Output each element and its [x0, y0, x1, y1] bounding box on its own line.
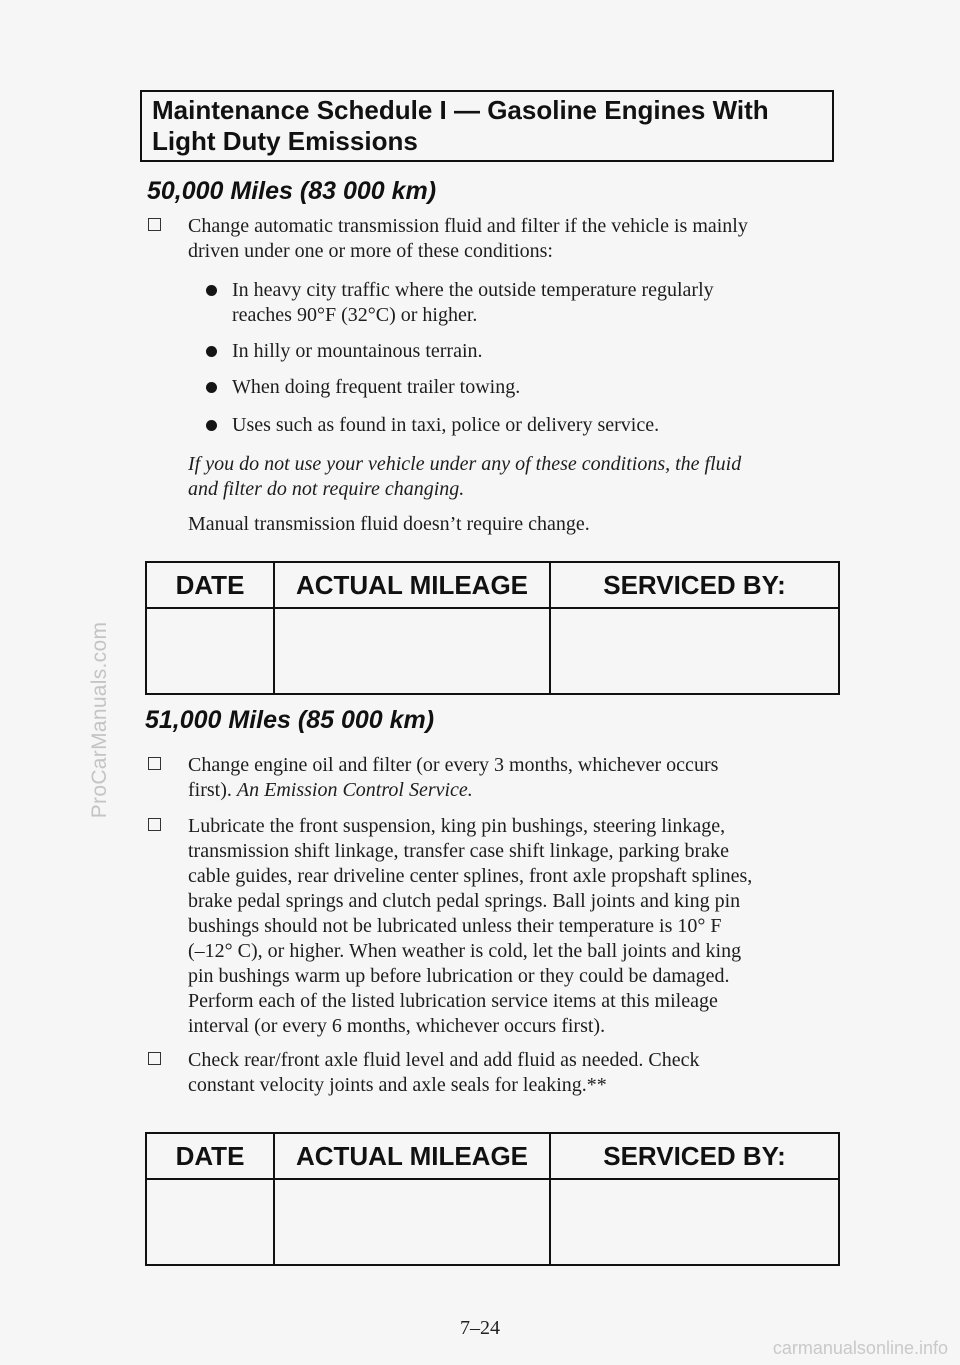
- note-line: and filter do not require changing.: [188, 478, 465, 500]
- emission-service-note: An Emission Control Service.: [236, 779, 473, 801]
- bullet-line: reaches 90°F (32°C) or higher.: [232, 304, 478, 326]
- bullet-line: In heavy city traffic where the outside temperature regularly: [232, 279, 714, 301]
- date-column-header: DATE: [146, 1133, 274, 1179]
- mileage-heading-51000: 51,000 Miles (85 000 km): [145, 706, 435, 734]
- checkbox-icon[interactable]: [148, 757, 161, 770]
- bullet-line: When doing frequent trailer towing.: [232, 376, 521, 398]
- mileage-entry-cell[interactable]: [274, 1179, 550, 1265]
- section-title-line2: Light Duty Emissions: [152, 126, 418, 156]
- table-row: [146, 1179, 839, 1265]
- item-line: Perform each of the listed lubrication service items at this mileage: [188, 990, 718, 1012]
- item-line: interval (or every 6 months, whichever occurs first).: [188, 1015, 606, 1037]
- item-line: first). An Emission Control Service.: [188, 779, 473, 801]
- manual-transmission-note: Manual transmission fluid doesn’t require change.: [188, 513, 590, 535]
- mileage-column-header: ACTUAL MILEAGE: [274, 1133, 550, 1179]
- section-title-line1: Maintenance Schedule I — Gasoline Engines With: [152, 95, 769, 125]
- condition-bullet: [232, 413, 659, 438]
- date-entry-cell[interactable]: [146, 608, 274, 694]
- item-line: cable guides, rear driveline center splines, front axle propshaft splines,: [188, 865, 753, 887]
- checkbox-icon[interactable]: [148, 1052, 161, 1065]
- table-header-row: [146, 562, 839, 608]
- italic-note: [188, 452, 741, 502]
- condition-bullet: [232, 339, 483, 364]
- bullet-icon: [206, 346, 217, 357]
- condition-bullet: [232, 278, 714, 328]
- bullet-icon: [206, 285, 217, 296]
- checkbox-icon[interactable]: [148, 818, 161, 831]
- checklist-item-transmission-fluid: [188, 214, 748, 264]
- service-record-table: [145, 561, 840, 695]
- item-line: Check rear/front axle fluid level and add fluid as needed. Check: [188, 1049, 700, 1071]
- item-line: Lubricate the front suspension, king pin bushings, steering linkage,: [188, 815, 726, 837]
- note-line: If you do not use your vehicle under any of these conditions, the fluid: [188, 453, 742, 475]
- table-header-row: [146, 1133, 839, 1179]
- checklist-item-engine-oil: [188, 753, 718, 803]
- item-line: Change engine oil and filter (or every 3 months, whichever occurs: [188, 754, 719, 776]
- bullet-line: Uses such as found in taxi, police or delivery service.: [232, 414, 660, 436]
- item-line: constant velocity joints and axle seals for leaking.**: [188, 1074, 607, 1096]
- item-line: brake pedal springs and clutch pedal springs. Ball joints and king pin: [188, 890, 741, 912]
- item-line: (–12° C), or higher. When weather is cold, let the ball joints and king: [188, 940, 742, 962]
- serviced-by-column-header: SERVICED BY:: [550, 562, 839, 608]
- table-row: [146, 608, 839, 694]
- checkbox-icon[interactable]: [148, 218, 161, 231]
- condition-bullet: [232, 375, 520, 400]
- item-line: Change automatic transmission fluid and filter if the vehicle is mainly: [188, 215, 748, 237]
- checklist-item-axle-fluid: [188, 1048, 699, 1098]
- mileage-entry-cell[interactable]: [274, 608, 550, 694]
- serviced-by-entry-cell[interactable]: [550, 608, 839, 694]
- item-line: driven under one or more of these conditions:: [188, 240, 553, 262]
- mileage-column-header: ACTUAL MILEAGE: [274, 562, 550, 608]
- checklist-item-lubrication: [188, 814, 752, 1039]
- date-column-header: DATE: [146, 562, 274, 608]
- side-watermark: ProCarManuals.com: [88, 621, 111, 819]
- item-line: pin bushings warm up before lubrication or they could be damaged.: [188, 965, 730, 987]
- service-record-table: [145, 1132, 840, 1266]
- bullet-icon: [206, 420, 217, 431]
- bullet-icon: [206, 382, 217, 393]
- serviced-by-entry-cell[interactable]: [550, 1179, 839, 1265]
- page-number: 7–24: [460, 1317, 500, 1339]
- section-title-box: [140, 90, 834, 162]
- mileage-heading-50000: 50,000 Miles (83 000 km): [147, 177, 437, 205]
- date-entry-cell[interactable]: [146, 1179, 274, 1265]
- bullet-line: In hilly or mountainous terrain.: [232, 340, 483, 362]
- item-line: transmission shift linkage, transfer case shift linkage, parking brake: [188, 840, 729, 862]
- serviced-by-column-header: SERVICED BY:: [550, 1133, 839, 1179]
- bottom-watermark: carmanualsonline.info: [772, 1338, 948, 1358]
- item-line: bushings should not be lubricated unless their temperature is 10° F: [188, 915, 722, 937]
